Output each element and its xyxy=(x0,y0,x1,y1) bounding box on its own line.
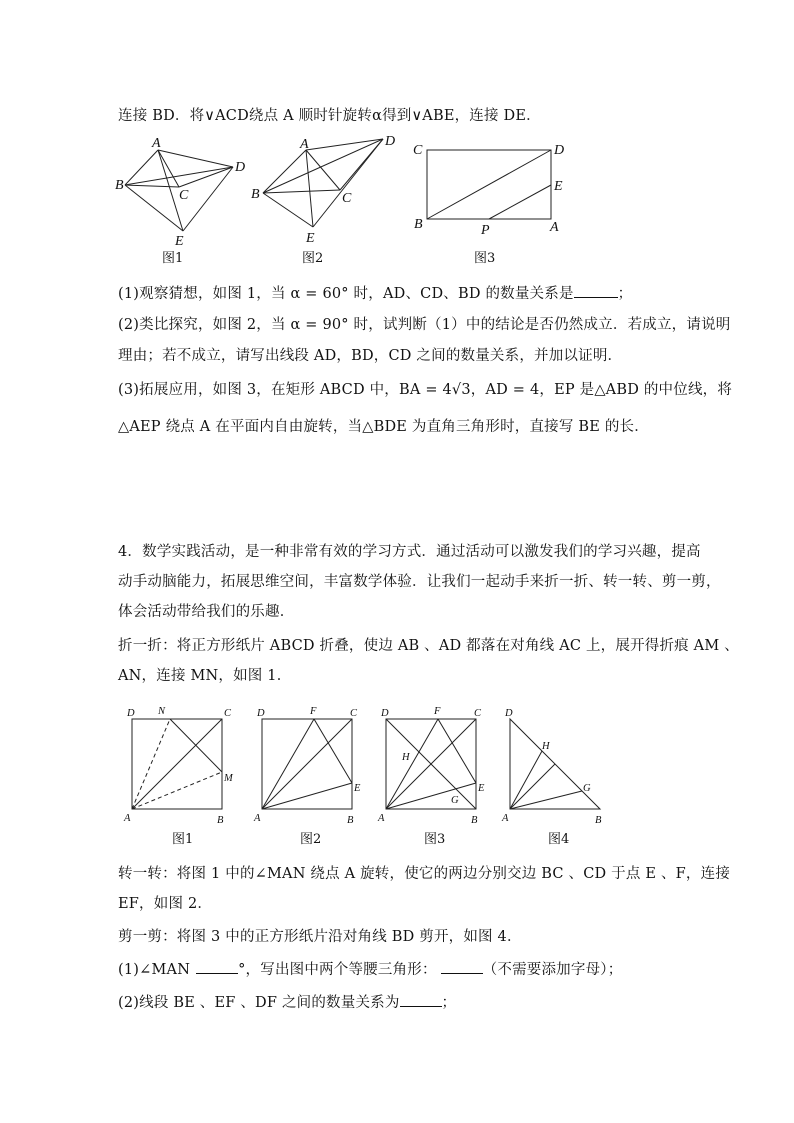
s4-q1-a: (1)∠MAN xyxy=(118,962,191,978)
s4f1-label-N: N xyxy=(158,706,166,717)
s3-q1 xyxy=(118,282,632,303)
s3f2-seg-AC xyxy=(306,150,340,190)
s4f3-label-F: F xyxy=(434,706,441,717)
s4-figure-2 xyxy=(252,703,374,825)
s3f3-label-P: P xyxy=(481,223,490,238)
s4f4-label-D: D xyxy=(505,708,513,719)
s4-q1-blank-angle[interactable] xyxy=(196,973,238,974)
s3f1-seg-BD xyxy=(125,167,233,185)
s4-intro-line1: 4．数学实践活动，是一种非常有效的学习方式．通过活动可以激发我们的学习兴趣，提高 xyxy=(118,544,701,560)
s4f3-label-A: A xyxy=(378,813,385,824)
s4f2-label-C: C xyxy=(350,708,358,719)
s4-rotate-line2: EF，如图 2． xyxy=(118,896,213,912)
s3-q1-end: ； xyxy=(617,286,633,302)
s4-q2-b: ； xyxy=(441,995,457,1011)
s3-q3-line1: (3)拓展应用，如图 3，在矩形 ABCD 中，BA = 4√3，AD = 4，EP 是△ABD 的中位线，将 xyxy=(118,382,733,398)
s3f1-seg-AC xyxy=(158,150,179,187)
s4f4-label-B: B xyxy=(595,815,602,825)
s3f3-label-E: E xyxy=(554,179,563,194)
s3-figure-3 xyxy=(410,138,575,238)
s3f3-label-B: B xyxy=(414,217,423,232)
s4-figure-4 xyxy=(500,703,610,825)
s3f3-seg-PE xyxy=(489,185,551,219)
s4f2-label-E: E xyxy=(354,783,361,794)
s3-figure-1 xyxy=(115,135,250,247)
s4-cut-line: 剪一剪：将图 3 中的正方形纸片沿对角线 BD 剪开，如图 4． xyxy=(118,929,522,945)
s3f1-seg-AB xyxy=(125,150,158,185)
s3-q1-text: (1)观察猜想，如图 1，当 α = 60° 时，AD、CD、BD 的数量关系是 xyxy=(118,286,574,302)
s3f2-label-E: E xyxy=(306,231,315,246)
s3-q2-line2: 理由；若不成立，请写出线段 AD，BD，CD 之间的数量关系，并加以证明． xyxy=(118,348,623,364)
s3f1-label-C: C xyxy=(179,188,189,203)
s3-caption-1: 图1 xyxy=(162,251,184,266)
s3f1-seg-BE xyxy=(125,185,183,231)
s4-q2 xyxy=(118,991,456,1012)
s3f2-seg-BC xyxy=(263,190,340,193)
s4f3-label-H: H xyxy=(402,752,410,763)
s4f2-label-F: F xyxy=(310,706,317,717)
s3f2-seg-ED xyxy=(313,139,383,227)
s3f2-seg-BE xyxy=(263,193,313,227)
s4-caption-3: 图3 xyxy=(424,832,446,847)
s3f1-seg-BC xyxy=(125,185,179,187)
s4-rotate-line1: 转一转：将图 1 中的∠MAN 绕点 A 旋转，使它的两边分别交边 BC 、CD 于点 E 、F，连接 xyxy=(118,866,731,882)
s4f1-diag-AC xyxy=(132,719,222,809)
s4-q2-a: (2)线段 BE 、EF 、DF 之间的数量关系为 xyxy=(118,995,400,1011)
s4f3-label-C: C xyxy=(474,708,482,719)
s4-caption-2: 图2 xyxy=(300,832,322,847)
s4f4-label-H: H xyxy=(542,741,550,752)
s4-q1-blank-triangles[interactable] xyxy=(441,973,483,974)
s4-q1-c: （不需要添加字母）； xyxy=(482,962,623,978)
s3f1-label-A: A xyxy=(152,136,161,151)
s4f4-label-A: A xyxy=(502,813,509,824)
s3f2-label-B: B xyxy=(251,187,260,202)
s3f3-label-D: D xyxy=(554,143,565,158)
s3-q1-blank[interactable] xyxy=(574,297,618,298)
s4f1-label-A: A xyxy=(124,813,131,824)
s4-intro-line3: 体会活动带给我们的乐趣． xyxy=(118,604,295,620)
s4f2-seg-AF xyxy=(262,719,314,809)
s3f1-label-D: D xyxy=(235,160,246,175)
s4-figure-3 xyxy=(376,703,500,825)
s4-figure-1 xyxy=(122,703,244,825)
s4-fold-line2: AN，连接 MN，如图 1． xyxy=(118,668,292,684)
s3-caption-3: 图3 xyxy=(474,251,496,266)
s4f3-label-G: G xyxy=(451,795,459,806)
s3f2-label-D: D xyxy=(385,134,396,149)
s3f1-label-B: B xyxy=(115,178,124,193)
s3f3-label-C: C xyxy=(413,143,423,158)
s4f1-label-B: B xyxy=(217,815,224,825)
s4f1-label-M: M xyxy=(224,773,233,784)
s3-q2-line1: (2)类比探究，如图 2，当 α = 90° 时，试判断（1）中的结论是否仍然成立．若成立，请说明 xyxy=(118,317,731,333)
s4-caption-4: 图4 xyxy=(548,832,570,847)
s3f2-label-C: C xyxy=(342,191,352,206)
s4f1-fold-AM xyxy=(132,772,222,809)
s3-figure-2 xyxy=(245,130,405,247)
s3-caption-2: 图2 xyxy=(302,251,324,266)
s4f1-label-D: D xyxy=(127,708,135,719)
s4f2-label-D: D xyxy=(257,708,265,719)
s3f1-label-E: E xyxy=(175,234,184,247)
s4f2-label-A: A xyxy=(254,813,261,824)
s4f4-label-G: G xyxy=(583,783,591,794)
s4f3-seg-AF xyxy=(386,719,438,809)
s3-q3-line2: △AEP 绕点 A 在平面内自由旋转，当△BDE 为直角三角形时，直接写 BE 的长． xyxy=(118,419,649,435)
s4f3-label-E: E xyxy=(478,783,485,794)
s4f2-label-B: B xyxy=(347,815,354,825)
s4f3-label-B: B xyxy=(471,815,478,825)
s4f4-seg-AM xyxy=(510,764,555,809)
s4f4-seg-AH xyxy=(510,751,542,809)
s4-fold-line1: 折一折：将正方形纸片 ABCD 折叠，使边 AB 、AD 都落在对角线 AC 上，展开得折痕 AM 、 xyxy=(118,638,739,654)
s3f3-seg-BD xyxy=(427,150,551,219)
s4-q1 xyxy=(118,958,622,979)
s4-caption-1: 图1 xyxy=(172,832,194,847)
s3f3-label-A: A xyxy=(550,220,559,235)
s4f1-label-C: C xyxy=(224,708,232,719)
s3-intro: 连接 BD．将∨ACD绕点 A 顺时针旋转α得到∨ABE，连接 DE． xyxy=(118,108,541,124)
s3f2-label-A: A xyxy=(300,137,309,152)
s4-q2-blank[interactable] xyxy=(400,1006,442,1007)
s3f2-seg-AE xyxy=(306,150,313,227)
s3f2-seg-AB xyxy=(263,150,306,193)
s4f4-seg-AG xyxy=(510,791,582,809)
s4f3-label-D: D xyxy=(381,708,389,719)
s4-intro-line2: 动手动脑能力，拓展思维空间，丰富数学体验．让我们一起动手来折一折、转一转、剪一剪， xyxy=(118,574,721,590)
s4-q1-b: °，写出图中两个等腰三角形： xyxy=(238,962,437,978)
s3f1-seg-AD xyxy=(158,150,233,167)
